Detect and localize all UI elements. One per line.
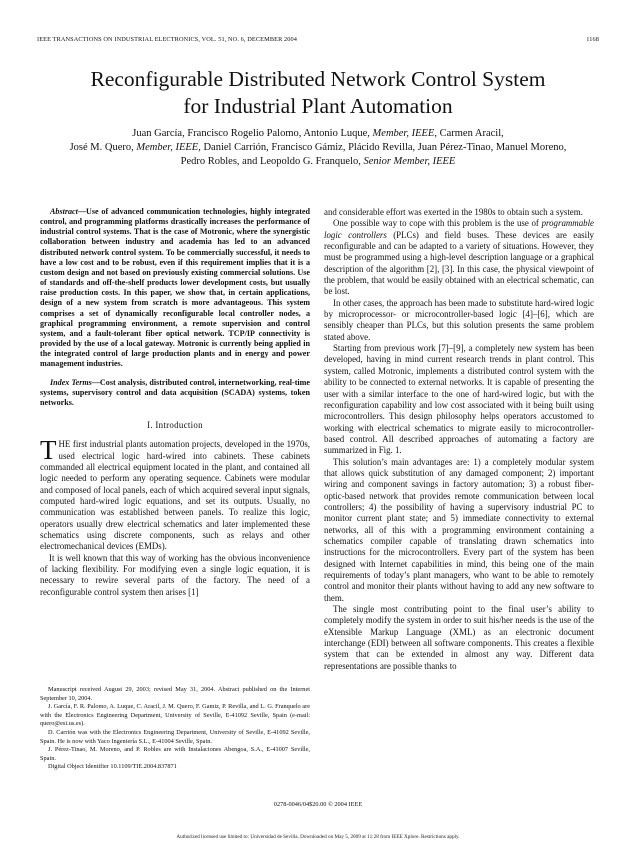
journal-header: IEEE TRANSACTIONS ON INDUSTRIAL ELECTRONICS, VOL. 51, NO. 6, DECEMBER 2004: [37, 36, 298, 43]
footnote: D. Carrión was with the Electronics Engineering Department, University of Seville, E-41092 Seville, Spain. He is now with Yaco Ingeniería S.L., E-41004 Seville, Spain.: [40, 728, 310, 745]
section-heading: I. Introduction: [147, 419, 203, 430]
abstract-text: —Use of advanced communication technologies, highly integrated control, and programming platforms drastically increases the performance of industrial control systems. That is the case of Motronic, where the synergistic collaboration between industry and academia has led to an advanced distributed network control system. To be commercially successful, it needs to have a low cost and to be robust, even if this requirement implies that it is a custom design and not based on previously existing commercial solutions. Use of standards and off-the-shelf products lower development costs, but usually raise production costs. In this paper, we show that, in certain applications, design of a new system from scratch is more advantageous. This system comprises a set of dynamically reconfigurable local controller nodes, a graphical programming environment, a remote supervision and control system, and a fault-tolerant fiber optical network. TCP/IP connectivity is provided by the use of a local gateway. Motronic is currently being applied in the integrated control of large production plants and in energy and power management industries.: [40, 207, 310, 369]
title-line-1: Reconfigurable Distributed Network Control System: [90, 67, 546, 91]
running-header: [37, 36, 599, 43]
paper-title: [0, 66, 636, 120]
footnote: J. García, F. R. Palomo, A. Luque, C. Aracil, J. M. Quero, F. Gamiz, P. Revilla, and L. G. Franquelo are with the Electronics Engineering Department, University of Seville, E-41092 Seville, Spain (e-mail: quero@esi.us.es).: [40, 703, 310, 728]
index-terms-text: —Cost analysis, distributed control, internetworking, real-time systems, supervisory control and data acquisition (SCADA) systems, token networks.: [40, 377, 310, 407]
right-paragraph-1: One possible way to cope with this problem is the use of programmable logic controllers (PLCs) and field buses. These devices are easily reconfigurable and can be adapted to a variety of situations. However, they must be programmed using a high-level description language or a graphical description of the algorithm [2], [3]. In this case, the physical viewpoint of the problem, that would be easily obtained with an electrical schematic, can be lost.: [324, 218, 594, 297]
right-paragraph-5: The single most contributing point to the final user’s ability to completely modify the system in order to suit his/her needs is the use of the eXtensible Markup Language (XML) as an electronic document interchange (EDI) between all software components. This creates a flexible system that can be extended in almost any way. Different data representations are possible thanks to: [324, 604, 594, 671]
index-terms-label: Index Terms: [50, 377, 92, 387]
footnote: Digital Object Identifier 10.1109/TIE.2004.837871: [48, 763, 177, 771]
right-paragraph-4: This solution’s main advantages are: 1) a completely modular system that allows quick substitution of any damaged component; 2) important wiring and component savings in factory automation; 3) a robust fiber-optic-based network that provides remote communication between local controllers; 4) the possibility of having a supervisory industrial PC to monitor current plant state; and 5) immediate connectivity to external networks, all of this with a programming environment containing a schematics compiler capable of translating drawn schematics into instructions for the microcontrollers. Every part of the system has been designed with Internet capabilities in mind, this being one of the main requirements of today’s plant managers, who want to be able to remotely control and monitor their plants without having to add any new software to them.: [324, 456, 594, 603]
footnotes: [40, 686, 310, 772]
authors-line-3: Pedro Robles, and Leopoldo G. Franquelo, Senior Member, IEEE: [180, 156, 456, 167]
page-number: 1168: [586, 36, 599, 43]
abstract: [40, 207, 310, 370]
authors-line-1: Juan García, Francisco Rogelio Palomo, Antonio Luque, Member, IEEE, Carmen Aracil,: [132, 128, 504, 139]
abstract-label: Abstract: [50, 207, 78, 216]
title-line-2: for Industrial Plant Automation: [183, 94, 453, 118]
intro-paragraph-1: THE first industrial plants automation projects, developed in the 1970s, used electrical logic hard-wired into cabinets. These cabinets commanded all electrical equipment located in the plant, and contained all logic needed to perform any operating sequence. Cabinets were modular and composed of local panels, each of which acquired several input signals, computed hard-wired logic equations, and set its outputs. Usually, no communication was established between panels. To realize this logic, operators usually drew electrical schematics and later implemented these schematics using discrete components, such as relays and other electromechanical devices (EMDs).: [40, 435, 310, 552]
authors-line-2: José M. Quero, Member, IEEE, Daniel Carrión, Francisco Gámiz, Plácido Revilla, Juan Pérez-Tinao, Manuel Moreno,: [69, 142, 567, 153]
right-paragraph-0: and considerable effort was exerted in the 1980s to obtain such a system.: [324, 207, 583, 217]
index-terms: [40, 378, 310, 408]
right-paragraph-3: Starting from previous work [7]–[9], a completely new system has been developed, having in mind current research trends in plant control. This system, called Motronic, implements a distributed control system with the ability to be connected to external networks. It is capable of presenting the user with a similar interface to the one of hard-wired logic, but with the reconfiguration capability and low cost associated with it being built using microcontrollers. This design philosophy helps operators accustomed to working with electrical schematics to migrate easily to microcontroller-based control. All described approaches of automating a factory are summarized in Fig. 1.: [324, 343, 594, 456]
drop-cap: T: [40, 435, 57, 466]
intro-paragraph-2: It is well known that this way of working has the obvious inconvenience of lacking flexibility. For modifying even a single logic equation, it is necessary to rewire several parts of the factory. The need of a reconfigurable control system then arises [1]: [40, 552, 310, 597]
license-notice: Authorized licensed use limited to: Universidad de Sevilla. Downloaded on May 5, 2009 at 11:28 from IEEE Xplore. Restrictions apply.: [176, 834, 460, 840]
right-column: [324, 207, 594, 672]
right-paragraph-2: In other cases, the approach has been made to substitute hard-wired logic by microprocessor- or microcontroller-based logic [4]–[6], which are sensibly cheaper than PLCs, but this solution presents the same problem stated above.: [324, 297, 594, 342]
author-list: [40, 127, 596, 169]
footnote: J. Pérez-Tinao, M. Moreno, and P. Robles are with Instalaciones Abengoa, S.A., E-41007 Seville, Spain.: [40, 746, 310, 762]
footnote: Manuscript received August 29, 2003; revised May 31, 2004. Abstract published on the Internet September 10, 2004.: [40, 686, 310, 702]
left-column: [40, 207, 310, 598]
copyright-footer: 0278-0046/04$20.00 © 2004 IEEE: [273, 801, 363, 808]
